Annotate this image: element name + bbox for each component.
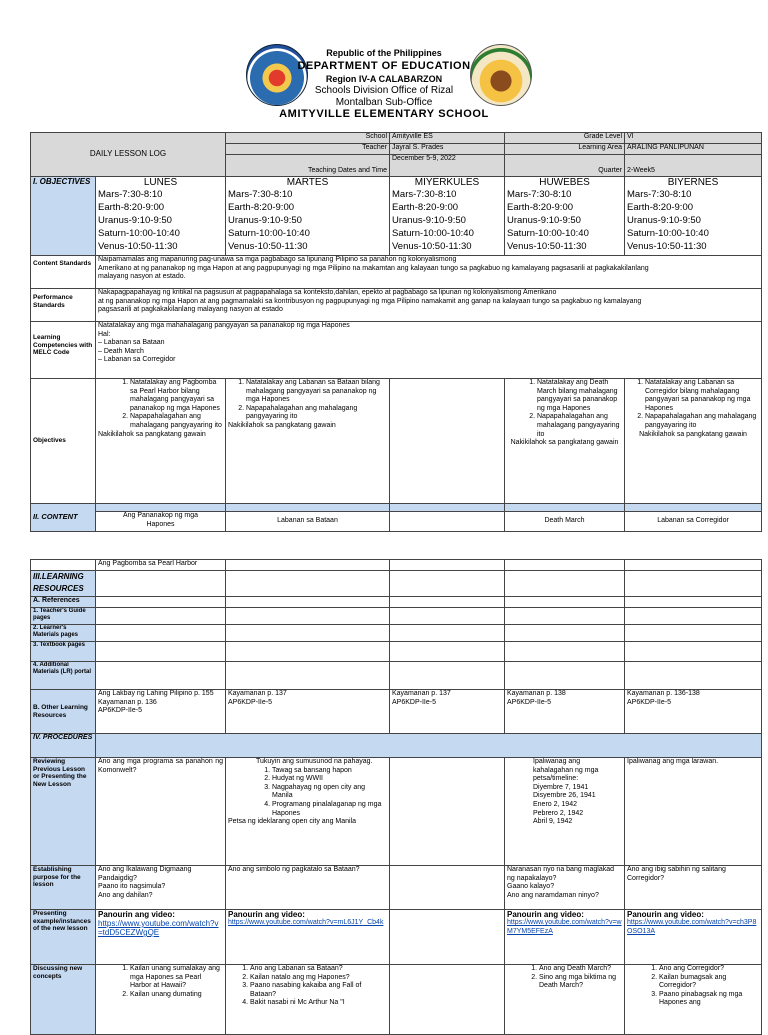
performance-standards-row [31,289,762,322]
empty-cell [625,625,762,642]
content-biyernes: Labanan sa Corregidor [625,512,762,532]
reviewing-huwebes [505,758,625,866]
presenting-label: Presenting example/instances of the new lesson [31,910,96,965]
other-huwebes [505,690,625,734]
day-schedule [507,188,622,253]
resource-line: Kayamanan p. 138 [507,690,566,697]
review-item: 3. Nagpahayag ng open city ang Manila [272,784,387,801]
empty-cell [625,662,762,690]
discussion-item: 2. Kailan natalo ang mg Hapones? [250,974,387,983]
empty-cell [390,560,505,571]
resource-line: Ang Lakbay ng Lahing Pilipino p. 155 [98,690,214,697]
content-standards-text [96,256,762,289]
empty-cell [226,642,390,662]
objective-item: 2. Napapahalagahan ang mahalagang pangyayaring ito [130,413,223,430]
reviewing-miyerkules [390,758,505,866]
performance-standards-label: Performance Standards [31,289,96,322]
period: Mars-7:30-8:10 [98,189,163,200]
empty-cell [505,662,625,690]
performance-standards-text [96,289,762,322]
empty-cell [505,597,625,608]
content-standards-label: Content Standards [31,256,96,289]
review-line: Enero 2, 1942 [533,800,577,808]
day-miyerkules [390,177,505,256]
empty-cell [625,571,762,597]
discussion-item: 3. Paano nasabing kakaiba ang Fall of Bataan? [250,982,387,999]
video-link[interactable]: https://www.youtube.com/watch?v=wM7YM5EFEzA [507,919,622,935]
presenting-row [31,910,762,965]
top-note: Ang Pagbomba sa Pearl Harbor [96,560,226,571]
day-huwebes [505,177,625,256]
references-label: A. References [31,597,96,608]
reviewing-label: Reviewing Previous Lesson or Presenting the New Lesson [31,758,96,866]
empty-cell [505,608,625,625]
lesson-log-table [30,132,762,532]
day-name: MARTES [286,177,329,188]
day-name: BIYERNES [667,177,719,188]
blue-band [505,504,625,512]
empty-cell [31,560,96,571]
objectives-huwebes [505,379,625,504]
text-line: Hal: [98,330,111,338]
empty-cell [505,560,625,571]
discussion-item: 2. Kailan unang dumating [130,991,223,1000]
empty-cell [226,597,390,608]
area-value: ARALING PANLIPUNAN [625,144,762,155]
empty-cell [625,560,762,571]
empty-cell [390,625,505,642]
discussing-row [31,965,762,1035]
resource-line: AP6KDP-IIe-5 [228,698,272,706]
video-link[interactable]: https://www.youtube.com/watch?v=ch3P8OSO13A [627,919,757,935]
blue-band [96,734,762,758]
teacher-value: Jayral S. Prades [390,144,505,155]
content-lunes: Ang Pananakop ng mga Hapones [96,512,226,532]
header-division: Schools Division Office of Rizal [314,85,454,96]
review-line: Abril 9, 1942 [533,818,573,826]
period: Venus-10:50-11:30 [507,241,587,252]
discussion-item: 1. Kailan unang sumalakay ang mga Hapones sa Pearl Harbor at Hawaii? [130,965,223,991]
establishing-martes: Ano ang simbolo ng pagkatalo sa Bataan? [226,866,390,910]
empty-cell [96,608,226,625]
header-region: Region IV-A CALABARZON [325,74,443,84]
period: Venus-10:50-11:30 [392,241,472,252]
lesson-log-table-continued [30,559,762,1035]
empty-cell [390,608,505,625]
day-lunes [96,177,226,256]
header-republic: Republic of the Philippines [326,48,442,58]
empty-cell [505,642,625,662]
text-line: at ng pananakop ng mga Hapon at ang pagmamalaki sa kontribusyon ng pagpupunyagi ng mga Pilipino namakamit ang ganap na kalayaan tungo sa pagkabuo ng kamalayang [98,297,642,305]
header-deped: DEPARTMENT OF EDUCATION [297,60,471,72]
blue-band [96,504,226,512]
presenting-biyernes [625,910,762,965]
period: Mars-7:30-8:10 [627,189,692,200]
empty-cell [390,642,505,662]
objectives-heading: I. OBJECTIVES [31,177,96,256]
empty-cell [390,571,505,597]
discussion-item: 4. Bakit nasabi ni Mc Arthur Na "I [250,999,387,1008]
objectives-lunes [96,379,226,504]
discussion-item: 1. Ano ang Death March? [539,965,622,974]
empty-cell [390,662,505,690]
quarter-label: Quarter [505,155,625,177]
discussing-huwebes [505,965,625,1035]
question-line: Paano ito nagsimula? [98,883,166,891]
area-label: Learning Area [505,144,625,155]
empty-cell [390,597,505,608]
school-header [0,40,768,128]
empty-cell [625,597,762,608]
objective-item: 1. Natatalakay ang Labanan sa Corregidor bilang mahalagang pangyayari sa pananakop ng mga Hapones [645,379,759,413]
question-line: Gaano kalayo? [507,883,555,891]
review-item: 1. Tawag sa bansang hapon [272,767,387,776]
resource-line: Kayamanan p. 137 [228,690,287,697]
header-suboffice: Montalban Sub-Office [335,97,433,108]
video-link[interactable]: https://www.youtube.com/watch?v=tdD5CEZWgQE [98,919,219,937]
period: Mars-7:30-8:10 [228,189,293,200]
review-line: Diyembre 7, 1941 [533,783,589,791]
objectives-biyernes [625,379,762,504]
empty-cell [625,608,762,625]
other-miyerkules [390,690,505,734]
presenting-lunes [96,910,226,965]
dates-label: Teaching Dates and Time [226,155,390,177]
content-miyerkules [390,512,505,532]
presenting-martes [226,910,390,965]
text-line: pagsasarili at pagkakakilanlang malayang nasyon at estado [98,306,283,314]
day-schedule [627,188,759,253]
review-item: 4. Programang pinalalaganap ng mga Hapones [272,801,387,818]
period: Saturn-10:00-10:40 [228,228,310,239]
objectives-row [31,379,762,504]
resource-line: AP6KDP-IIe-5 [392,698,436,706]
objective-item: 2. Napapahalagahan ang mahalagang pangyayaring ito [246,405,387,422]
review-intro: Tukuyin ang sumusunod na pahayag. [256,758,373,765]
other-resources-row [31,690,762,734]
grade-value: VI [625,133,762,144]
school-value: Amityville ES [390,133,505,144]
day-name: MIYERKULES [414,177,480,188]
period: Uranus-9:10-9:50 [98,215,172,226]
content-standards-row [31,256,762,289]
presenting-miyerkules [390,910,505,965]
resource-line: Kayamanan p. 136 [98,698,157,706]
presenting-huwebes [505,910,625,965]
discussing-martes [226,965,390,1035]
school-label: School [226,133,390,144]
empty-cell [96,597,226,608]
empty-cell [96,662,226,690]
text-line: malayang nasyon at estado. [98,273,186,281]
period: Earth-8:20-9:00 [507,202,574,213]
text-line: – Death March [98,347,144,355]
period: Earth-8:20-9:00 [228,202,295,213]
establishing-lunes [96,866,226,910]
resource-line: Kayamanan p. 136-138 [627,690,700,697]
review-line: Disyembre 26, 1941 [533,792,596,800]
other-martes [226,690,390,734]
period: Uranus-9:10-9:50 [627,215,701,226]
discussing-label: Discussing new concepts [31,965,96,1035]
discussion-item: 3. Paano pinabagsak ng mga Hapones ang [659,991,759,1008]
empty-cell [505,571,625,597]
content-spacer-row [31,504,762,512]
reviewing-martes [226,758,390,866]
objectives-miyerkules [390,379,505,504]
period: Saturn-10:00-10:40 [507,228,589,239]
content-row [31,512,762,532]
schedule-row [31,177,762,256]
textbook-label: 3. Textbook pages [31,642,96,662]
video-link[interactable]: https://www.youtube.com/watch?v=mL6J1Y_Cb4k [228,919,384,926]
discussing-lunes [96,965,226,1035]
resource-line: AP6KDP-IIe-5 [507,698,551,706]
day-schedule [228,188,387,253]
teacher-label: Teacher [226,144,390,155]
period: Uranus-9:10-9:50 [507,215,581,226]
additional-materials-label: 4. Additional Materials (LR) portal [31,662,96,690]
objective-item: 1. Natatalakay ang Pagbomba sa Pearl Harbor bilang mahalagang pangyayari sa pananakop ng mga Hapones [130,379,223,413]
empty-cell [226,608,390,625]
empty-cell [505,625,625,642]
discussion-item: 1. Ano ang Labanan sa Bataan? [250,965,387,974]
period: Mars-7:30-8:10 [392,189,457,200]
objectives-label: Objectives [31,379,96,504]
reviewing-biyernes: Ipaliwanag ang mga larawan. [625,758,762,866]
establishing-huwebes [505,866,625,910]
text-line: Naipamamalas ang mapanuring pag-unawa sa mga pagbabago sa lipunang Pilipino sa panahon ng kolonyalismong [98,256,457,263]
period: Venus-10:50-11:30 [98,241,178,252]
resource-line: AP6KDP-IIe-5 [627,698,671,706]
empty-cell [226,571,390,597]
objective-tail: Nakikilahok sa pangkatang gawain [228,421,336,429]
day-biyernes [625,177,762,256]
reviewing-lunes: Ano ang mga programa sa panahon ng Komonwelt? [96,758,226,866]
discussion-item: 2. Kailan bumagsak ang Corregidor? [659,974,759,991]
video-heading: Panourin ang video: [507,910,584,919]
review-item: 2. Hudyat ng WWII [272,775,387,784]
objective-tail: Nakikilahok sa pangkatang gawain [98,430,206,438]
blue-band [390,504,505,512]
objective-tail: Nakikilahok sa pangkatang gawain [510,439,619,447]
video-heading: Panourin ang video: [98,910,175,919]
other-resources-label: B. Other Learning Resources [31,690,96,734]
procedures-heading: IV. PROCEDURES [31,734,96,758]
grade-label: Grade Level [505,133,625,144]
empty-cell [96,642,226,662]
period: Uranus-9:10-9:50 [392,215,466,226]
review-tail: Petsa ng ideklarang open city ang Manila [228,818,357,826]
period: Saturn-10:00-10:40 [98,228,180,239]
text-line: Amerikano at ng pananakop ng mga Hapon at ang pagpupunyagi ng mga Pilipino na makamtan ang kalayaan tungo sa pagkabuo ng kamalayang pagsasarili at pagkakakilanlang [98,264,649,272]
text-line: Natatalakay ang mga mahahalagang pangyayari sa pananakop ng mga Hapones [98,322,350,329]
empty-cell [226,560,390,571]
text-line: – Labanan sa Corregidor [98,356,176,364]
content-huwebes: Death March [505,512,625,532]
establishing-miyerkules [390,866,505,910]
objective-item: 1. Natatalakay ang Death March bilang mahalagang pangyayari sa pananakop ng mga Hapones [537,379,622,413]
period: Mars-7:30-8:10 [507,189,572,200]
establishing-label: Establishing purpose for the lesson [31,866,96,910]
review-line: Pebrero 2, 1942 [533,809,584,817]
competencies-row [31,322,762,379]
objectives-martes [226,379,390,504]
teachers-guide-label: 1. Teacher's Guide pages [31,608,96,625]
period: Earth-8:20-9:00 [627,202,694,213]
period: Venus-10:50-11:30 [627,241,707,252]
question-line: Ano ang Ikalawang Digmaang Pandaigdig? [98,866,192,882]
reviewing-row [31,758,762,866]
question-line: Naranasan nyo na bang maglakad ng napakalayo? [507,866,615,882]
empty-cell [96,625,226,642]
empty-cell [226,625,390,642]
period: Saturn-10:00-10:40 [392,228,474,239]
objective-item: 2. Napapahalagahan ang mahalagang pangyayaring ito [645,413,759,430]
establishing-biyernes: Ano ang ibig sabihin ng salitang Corregidor? [625,866,762,910]
content-heading: II. CONTENT [31,504,96,532]
period: Uranus-9:10-9:50 [228,215,302,226]
discussion-item: 2. Sino ang mga biktima ng Death March? [539,974,622,991]
video-heading: Panourin ang video: [228,910,305,919]
discussing-biyernes [625,965,762,1035]
period: Earth-8:20-9:00 [392,202,459,213]
learning-resources-heading: III.LEARNING RESOURCES [31,571,96,597]
question-line: Ano ang naramdaman ninyo? [507,891,599,899]
empty-cell [226,662,390,690]
blue-band [226,504,390,512]
daily-lesson-log-title: DAILY LESSON LOG [31,133,226,177]
period: Venus-10:50-11:30 [228,241,308,252]
blue-band [625,504,762,512]
empty-cell [96,571,226,597]
learners-materials-label: 2. Learner's Materials pages [31,625,96,642]
header-school: AMITYVILLE ELEMENTARY SCHOOL [279,108,489,120]
discussing-miyerkules [390,965,505,1035]
question-line: Ano ang dahilan? [98,891,153,899]
day-name: LUNES [143,177,178,188]
competencies-label: Learning Competencies with MELC Code [31,322,96,379]
video-heading: Panourin ang video: [627,910,704,919]
day-name: HUWEBES [539,177,590,188]
content-martes: Labanan sa Bataan [226,512,390,532]
resource-line: Kayamanan p. 137 [392,690,451,697]
day-schedule [392,188,502,253]
day-martes [226,177,390,256]
establishing-row [31,866,762,910]
objective-tail: Nakikilahok sa pangkatang gawain [639,430,747,438]
other-lunes [96,690,226,734]
review-line: Ipaliwanag ang kahalagahan ng mga petsa/timeline: [533,758,599,783]
other-biyernes [625,690,762,734]
period: Earth-8:20-9:00 [98,202,165,213]
competencies-text [96,322,762,379]
text-line: Nakapagpapahayag ng kritikal na pagsusuri at pagpapahalaga sa konteksto,dahilan, epekto at pagbabago sa lipunan ng kolonyalismong Amerikano [98,289,557,296]
objective-item: 1. Natatalakay ang Labanan sa Bataan bilang mahalagang pangyayari sa pananakop ng mga Hapones [246,379,387,405]
quarter-value: 2-Week5 [625,155,762,177]
text-line: – Labanan sa Bataan [98,339,165,347]
dates-value: December 5-9, 2022 [390,155,505,177]
day-schedule [98,188,223,253]
discussion-item: 1. Ano ang Corregidor? [659,965,759,974]
period: Saturn-10:00-10:40 [627,228,709,239]
objective-item: 2. Napapahalagahan ang mahalagang pangyayaring ito [537,413,622,439]
empty-cell [625,642,762,662]
resource-line: AP6KDP-IIe-5 [98,707,142,715]
